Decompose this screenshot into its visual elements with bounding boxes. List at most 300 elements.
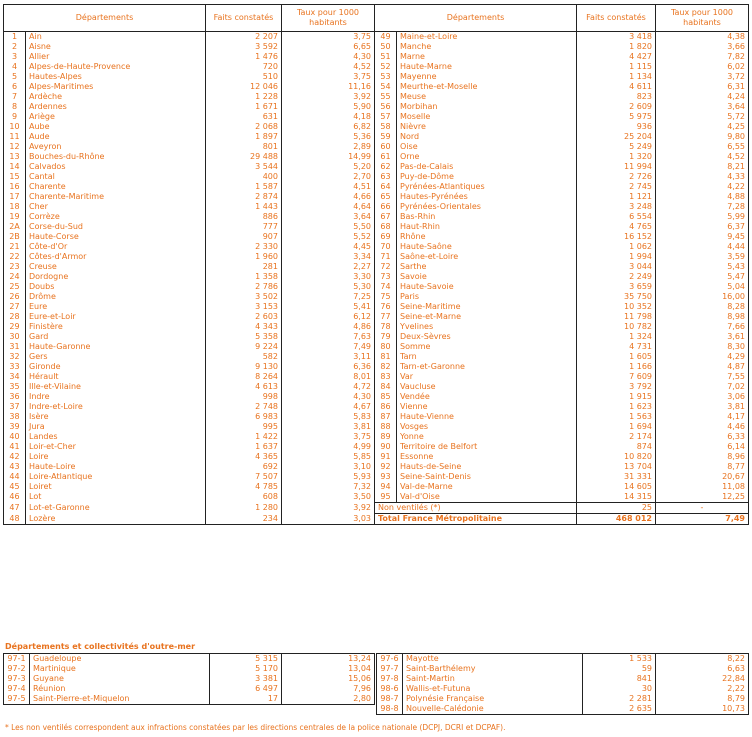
dept-name: Moselle	[400, 112, 431, 121]
dom-code: 98-7	[377, 694, 403, 704]
dept-taux: 6,31	[656, 82, 749, 92]
table-row	[4, 172, 749, 182]
dept-code: 29	[4, 322, 26, 332]
dept-faits: 631	[206, 112, 282, 122]
dept-faits: 1 960	[206, 252, 282, 262]
dept-taux: 9,45	[656, 232, 749, 242]
dept-code: 39	[4, 422, 26, 432]
dept-faits: 1 280	[206, 503, 282, 514]
dept-name: Loir-et-Cher	[29, 442, 76, 451]
dept-taux: 4,52	[656, 152, 749, 162]
dept-faits: 720	[206, 62, 282, 72]
dom-taux: 10,73	[656, 704, 749, 715]
dept-taux: 3,03	[282, 514, 375, 525]
dept-taux: 3,75	[282, 432, 375, 442]
table-row	[377, 704, 749, 715]
dept-faits: 16 152	[577, 232, 656, 242]
header-departements-left: Départements	[4, 5, 206, 32]
dept-code: 77	[375, 312, 397, 322]
dept-code: 60	[375, 142, 397, 152]
dept-taux: 5,43	[656, 262, 749, 272]
dom-faits: 5 315	[210, 654, 282, 665]
dept-code: 90	[375, 442, 397, 452]
dept-faits: 1 994	[577, 252, 656, 262]
dept-name: Allier	[29, 52, 50, 61]
dept-code: 46	[4, 492, 26, 503]
dept-taux: 6,82	[282, 122, 375, 132]
table-row	[4, 654, 375, 665]
dept-code: 53	[375, 72, 397, 82]
dept-code: 5	[4, 72, 26, 82]
dept-name: Hautes-Alpes	[29, 72, 82, 81]
dept-taux: 3,72	[656, 72, 749, 82]
dept-faits: 1 422	[206, 432, 282, 442]
dept-taux: 5,50	[282, 222, 375, 232]
dept-code: 16	[4, 182, 26, 192]
dept-code: 37	[4, 402, 26, 412]
dept-faits: 6 554	[577, 212, 656, 222]
table-row	[4, 62, 749, 72]
dept-name: Savoie	[400, 272, 427, 281]
dept-code: 43	[4, 462, 26, 472]
table-row	[4, 412, 749, 422]
table-row	[4, 92, 749, 102]
outre-mer-left-table	[3, 653, 375, 705]
dept-faits: 801	[206, 142, 282, 152]
dept-faits: 2 609	[577, 102, 656, 112]
dept-code: 68	[375, 222, 397, 232]
dept-faits: 608	[206, 492, 282, 503]
dept-code: 14	[4, 162, 26, 172]
dom-name: Guyane	[33, 674, 64, 683]
dept-taux: 6,65	[282, 42, 375, 52]
dept-faits: 2 748	[206, 402, 282, 412]
dept-name: Alpes-Maritimes	[29, 82, 94, 91]
dept-code: 48	[4, 514, 26, 525]
dept-code: 13	[4, 152, 26, 162]
dept-faits: 3 544	[206, 162, 282, 172]
dept-code: 52	[375, 62, 397, 72]
table-row	[377, 694, 749, 704]
dept-taux: 6,14	[656, 442, 749, 452]
table-row	[4, 422, 749, 432]
dept-name: Mayenne	[400, 72, 437, 81]
table-row	[4, 322, 749, 332]
dept-name: Paris	[400, 292, 420, 301]
dept-taux: 4,29	[656, 352, 749, 362]
table-row	[4, 282, 749, 292]
dept-name: Lot-et-Garonne	[29, 503, 90, 512]
dom-name: Saint-Martin	[406, 674, 455, 683]
dom-taux: 6,63	[656, 664, 749, 674]
dept-faits: 1 915	[577, 392, 656, 402]
dom-code: 98-6	[377, 684, 403, 694]
dept-taux: 2,70	[282, 172, 375, 182]
table-row	[4, 312, 749, 322]
dept-name: Vendée	[400, 392, 430, 401]
dept-name: Côtes-d'Armor	[29, 252, 87, 261]
table-row	[4, 242, 749, 252]
dept-name: Gard	[29, 332, 49, 341]
dept-faits: 11 994	[577, 162, 656, 172]
dept-code: 65	[375, 192, 397, 202]
dept-faits: 3 044	[577, 262, 656, 272]
dept-name: Creuse	[29, 262, 57, 271]
dept-faits: 874	[577, 442, 656, 452]
dept-taux: 7,66	[656, 322, 749, 332]
dept-code: 94	[375, 482, 397, 492]
dom-faits: 841	[583, 674, 656, 684]
dept-taux: 5,72	[656, 112, 749, 122]
dept-code: 72	[375, 262, 397, 272]
non-ventiles-faits: 25	[577, 503, 656, 514]
dept-faits: 4 785	[206, 482, 282, 492]
dept-faits: 1 476	[206, 52, 282, 62]
dept-code: 84	[375, 382, 397, 392]
dept-faits: 998	[206, 392, 282, 402]
dept-taux: 8,30	[656, 342, 749, 352]
dept-name: Isère	[29, 412, 49, 421]
dept-taux: 5,04	[656, 282, 749, 292]
dept-faits: 4 343	[206, 322, 282, 332]
dept-code: 2B	[4, 232, 26, 242]
table-row	[4, 152, 749, 162]
dept-faits: 1 671	[206, 102, 282, 112]
dept-name: Vienne	[400, 402, 428, 411]
dept-code: 11	[4, 132, 26, 142]
outre-mer-title: Départements et collectivités d'outre-mer	[5, 642, 196, 651]
dept-taux: 4,72	[282, 382, 375, 392]
dept-taux: 8,77	[656, 462, 749, 472]
dept-code: 71	[375, 252, 397, 262]
table-row	[4, 72, 749, 82]
dom-faits: 5 170	[210, 664, 282, 674]
dept-faits: 3 248	[577, 202, 656, 212]
table-row	[4, 684, 375, 694]
table-row	[4, 192, 749, 202]
dept-faits: 1 121	[577, 192, 656, 202]
dept-name: Finistère	[29, 322, 63, 331]
dept-faits: 14 315	[577, 492, 656, 503]
dept-faits: 3 792	[577, 382, 656, 392]
dept-faits: 1 563	[577, 412, 656, 422]
dept-code: 88	[375, 422, 397, 432]
dept-code: 75	[375, 292, 397, 302]
dept-taux: 7,28	[656, 202, 749, 212]
dept-code: 33	[4, 362, 26, 372]
dept-name: Haute-Marne	[400, 62, 452, 71]
dept-taux: 5,20	[282, 162, 375, 172]
dept-faits: 10 820	[577, 452, 656, 462]
dept-name: Haute-Saône	[400, 242, 452, 251]
dept-name: Aveyron	[29, 142, 62, 151]
dept-faits: 3 592	[206, 42, 282, 52]
dept-code: 57	[375, 112, 397, 122]
dept-faits: 35 750	[577, 292, 656, 302]
dept-taux: 5,52	[282, 232, 375, 242]
table-row	[4, 212, 749, 222]
dept-faits: 2 068	[206, 122, 282, 132]
dept-code: 78	[375, 322, 397, 332]
dept-taux: 5,83	[282, 412, 375, 422]
dept-taux: 16,00	[656, 292, 749, 302]
dept-name: Lozère	[26, 514, 206, 525]
header-taux-left: Taux pour 1000 habitants	[282, 5, 375, 32]
table-row	[4, 232, 749, 242]
dept-code: 28	[4, 312, 26, 322]
dept-taux: 3,50	[282, 492, 375, 503]
dept-faits: 582	[206, 352, 282, 362]
dept-faits: 7 609	[577, 372, 656, 382]
dept-name: Dordogne	[29, 272, 69, 281]
dept-taux: 4,25	[656, 122, 749, 132]
dept-name: Territoire de Belfort	[400, 442, 478, 451]
dept-code: 41	[4, 442, 26, 452]
dept-name: Pyrénées-Orientales	[400, 202, 481, 211]
dept-faits: 281	[206, 262, 282, 272]
dept-taux: 7,49	[282, 342, 375, 352]
dept-faits: 4 365	[206, 452, 282, 462]
dept-faits: 2 726	[577, 172, 656, 182]
dept-taux: 4,67	[282, 402, 375, 412]
table-row	[4, 452, 749, 462]
dept-faits: 4 427	[577, 52, 656, 62]
table-row	[377, 684, 749, 694]
dept-name: Eure	[29, 302, 48, 311]
dom-code: 97-5	[4, 694, 30, 705]
dept-name: Corrèze	[29, 212, 60, 221]
dept-name: Jura	[29, 422, 45, 431]
header-faits-right: Faits constatés	[577, 5, 656, 32]
dept-taux: 3,30	[282, 272, 375, 282]
dept-taux: 4,87	[656, 362, 749, 372]
dept-faits: 14 605	[577, 482, 656, 492]
dept-faits: 4 611	[577, 82, 656, 92]
dom-code: 97-7	[377, 664, 403, 674]
dept-code: 61	[375, 152, 397, 162]
table-row	[4, 252, 749, 262]
dept-code: 17	[4, 192, 26, 202]
dept-faits: 6 983	[206, 412, 282, 422]
dept-code: 51	[375, 52, 397, 62]
dept-code: 55	[375, 92, 397, 102]
dept-name: Calvados	[29, 162, 66, 171]
dom-taux: 8,22	[656, 654, 749, 665]
dept-code: 47	[4, 503, 26, 514]
table-row	[4, 694, 375, 705]
header-row	[4, 5, 749, 32]
dept-name: Indre	[29, 392, 50, 401]
table-row	[4, 142, 749, 152]
dept-name: Aube	[29, 122, 50, 131]
dom-code: 97-8	[377, 674, 403, 684]
dom-taux: 2,22	[656, 684, 749, 694]
dept-faits: 2 249	[577, 272, 656, 282]
dept-taux: 3,64	[282, 212, 375, 222]
dept-code: 82	[375, 362, 397, 372]
dept-taux: 7,55	[656, 372, 749, 382]
dom-code: 97-6	[377, 654, 403, 665]
dept-faits: 3 153	[206, 302, 282, 312]
dept-faits: 1 062	[577, 242, 656, 252]
dept-taux: 6,02	[656, 62, 749, 72]
dom-faits: 17	[210, 694, 282, 705]
dom-faits: 2 635	[583, 704, 656, 715]
dom-taux: 8,79	[656, 694, 749, 704]
dept-taux: 5,36	[282, 132, 375, 142]
dom-taux: 7,96	[282, 684, 375, 694]
total-faits: 468 012	[577, 514, 656, 525]
dept-code: 89	[375, 432, 397, 442]
dept-name: Gironde	[29, 362, 61, 371]
dept-faits: 1 228	[206, 92, 282, 102]
dom-taux: 2,80	[282, 694, 375, 705]
dom-name: Mayotte	[403, 654, 583, 665]
dept-faits: 777	[206, 222, 282, 232]
dept-code: 63	[375, 172, 397, 182]
dept-code: 69	[375, 232, 397, 242]
dept-code: 10	[4, 122, 26, 132]
dept-faits: 3 418	[577, 32, 656, 43]
dept-taux: 5,93	[282, 472, 375, 482]
dept-name: Haute-Corse	[29, 232, 79, 241]
dept-taux: 14,99	[282, 152, 375, 162]
header-faits-left: Faits constatés	[206, 5, 282, 32]
dept-name: Var	[400, 372, 414, 381]
dept-name: Haute-Savoie	[400, 282, 454, 291]
dept-name: Seine-et-Marne	[400, 312, 461, 321]
dept-faits: 31 331	[577, 472, 656, 482]
dept-code: 27	[4, 302, 26, 312]
dept-taux: 3,10	[282, 462, 375, 472]
dept-faits: 1 637	[206, 442, 282, 452]
table-row	[4, 102, 749, 112]
dept-faits: 1 324	[577, 332, 656, 342]
dept-name: Ain	[29, 32, 42, 41]
dept-code: 54	[375, 82, 397, 92]
dept-code: 7	[4, 92, 26, 102]
dept-taux: 2,27	[282, 262, 375, 272]
dept-code: 95	[375, 492, 397, 503]
dept-faits: 2 786	[206, 282, 282, 292]
dept-taux: 4,17	[656, 412, 749, 422]
dept-code: 86	[375, 402, 397, 412]
outre-mer-right-table	[376, 653, 749, 715]
dept-faits: 1 694	[577, 422, 656, 432]
dept-faits: 25 204	[577, 132, 656, 142]
table-row	[4, 664, 375, 674]
table-row	[4, 162, 749, 172]
dept-faits: 995	[206, 422, 282, 432]
dept-taux: 8,21	[656, 162, 749, 172]
dept-faits: 13 704	[577, 462, 656, 472]
dept-name: Meurthe-et-Moselle	[400, 82, 478, 91]
dept-name: Gers	[29, 352, 48, 361]
table-row	[4, 52, 749, 62]
dept-code: 34	[4, 372, 26, 382]
dom-faits: 6 497	[210, 684, 282, 694]
dom-faits: 30	[583, 684, 656, 694]
dept-faits: 400	[206, 172, 282, 182]
table-row	[4, 222, 749, 232]
header-departements-right: Départements	[375, 5, 577, 32]
dept-taux: 6,55	[656, 142, 749, 152]
dept-faits: 5 358	[206, 332, 282, 342]
dom-taux: 13,24	[282, 654, 375, 665]
dept-taux: 3,75	[282, 32, 375, 43]
dept-taux: 4,38	[656, 32, 749, 43]
dept-taux: 4,52	[282, 62, 375, 72]
dept-faits: 1 820	[577, 42, 656, 52]
table-row	[377, 674, 749, 684]
dept-taux: 7,02	[656, 382, 749, 392]
table-row	[4, 82, 749, 92]
dept-code: 91	[375, 452, 397, 462]
dept-faits: 1 443	[206, 202, 282, 212]
dept-code: 6	[4, 82, 26, 92]
dept-name: Yvelines	[400, 322, 434, 331]
table-row	[4, 492, 749, 503]
dept-faits: 823	[577, 92, 656, 102]
dept-name: Oise	[400, 142, 418, 151]
dept-taux: 4,18	[282, 112, 375, 122]
dept-taux: 9,80	[656, 132, 749, 142]
dept-name: Rhône	[400, 232, 426, 241]
dept-name: Ardennes	[29, 102, 67, 111]
table-row	[4, 332, 749, 342]
dom-faits: 1 533	[583, 654, 656, 665]
dom-code: 97-1	[4, 654, 30, 665]
dept-taux: 5,85	[282, 452, 375, 462]
dept-name: Aude	[29, 132, 50, 141]
dept-faits: 1 134	[577, 72, 656, 82]
dept-faits: 1 897	[206, 132, 282, 142]
dept-name: Essonne	[400, 452, 434, 461]
table-row	[4, 503, 749, 514]
dept-name: Meuse	[400, 92, 426, 101]
dept-name: Doubs	[29, 282, 55, 291]
table-row	[4, 42, 749, 52]
dept-code: 93	[375, 472, 397, 482]
dept-name: Sarthe	[400, 262, 427, 271]
dept-name: Bas-Rhin	[400, 212, 436, 221]
dept-taux: 4,30	[282, 52, 375, 62]
dept-code: 26	[4, 292, 26, 302]
dept-faits: 8 264	[206, 372, 282, 382]
dept-code: 8	[4, 102, 26, 112]
dept-code: 85	[375, 392, 397, 402]
dept-taux: 3,81	[282, 422, 375, 432]
dept-code: 92	[375, 462, 397, 472]
dept-code: 56	[375, 102, 397, 112]
dept-code: 23	[4, 262, 26, 272]
table-row	[4, 342, 749, 352]
table-row	[4, 382, 749, 392]
dept-name: Hautes-Pyrénées	[400, 192, 468, 201]
dept-faits: 886	[206, 212, 282, 222]
dept-faits: 2 330	[206, 242, 282, 252]
dept-taux: 8,28	[656, 302, 749, 312]
dept-name: Loiret	[29, 482, 52, 491]
dept-code: 62	[375, 162, 397, 172]
dept-code: 24	[4, 272, 26, 282]
dept-code: 9	[4, 112, 26, 122]
table-row	[377, 654, 749, 665]
dept-code: 44	[4, 472, 26, 482]
dept-code: 15	[4, 172, 26, 182]
table-row	[4, 132, 749, 142]
dept-faits: 4 613	[206, 382, 282, 392]
